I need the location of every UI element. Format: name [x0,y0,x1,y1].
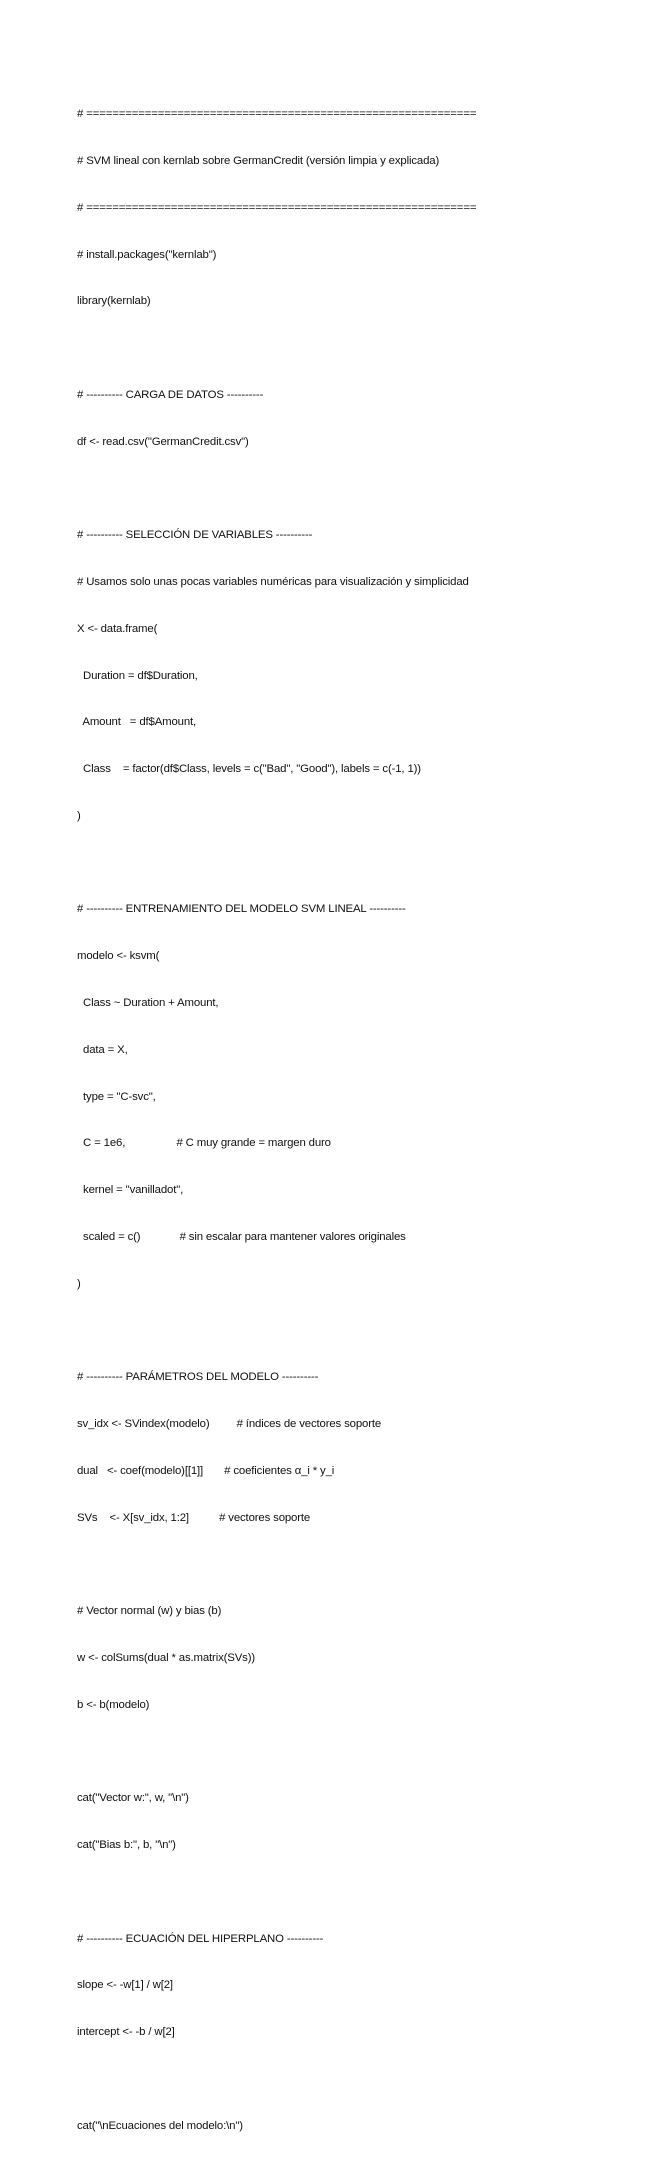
code-line: scaled = c() # sin escalar para mantener valores originales [77,1230,406,1243]
code-line: cat("Bias b:", b, "\n") [77,1839,176,1852]
code-line: data = X, [77,1043,128,1056]
code-line: slope <- -w[1] / w[2] [77,1979,173,1992]
code-line: df <- read.csv("GermanCredit.csv") [77,435,249,448]
code-line: # ---------- SELECCIÓN DE VARIABLES ---------- [77,529,313,542]
code-line: SVs <- X[sv_idx, 1:2] # vectores soporte [77,1511,311,1524]
code-line: # Usamos solo unas pocas variables numéricas para visualización y simplicidad [77,576,469,588]
code-line: Amount = df$Amount, [77,716,197,729]
code-line: dual <- coef(modelo)[[1]] # coeficientes α_i * y_i [77,1464,335,1477]
code-line: # ---------- PARÁMETROS DEL MODELO ---------- [77,1371,319,1384]
code-line: cat("Vector w:", w, "\n") [77,1792,189,1805]
code-line: # ---------- ENTRENAMIENTO DEL MODELO SVM LINEAL ---------- [77,903,406,916]
blank-line [77,856,637,872]
code-line: C = 1e6, # C muy grande = margen duro [77,1137,331,1150]
code-line: # ---------- ECUACIÓN DEL HIPERPLANO ---------- [77,1932,324,1945]
code-line: # ---------- CARGA DE DATOS ---------- [77,388,264,401]
code-line: Class = factor(df$Class, levels = c("Bad", "Good"), labels = c(-1, 1)) [77,763,421,776]
code-line: kernel = "vanilladot", [77,1184,184,1197]
code-line: # ============================================================ [77,108,477,121]
code-line: intercept <- -b / w[2] [77,2026,175,2039]
blank-line [77,1324,637,1340]
code-line: sv_idx <- SVindex(modelo) # índices de vectores soporte [77,1418,382,1431]
code-block [77,76,637,2166]
code-line: ) [77,1277,81,1290]
blank-line [77,341,637,357]
code-line: library(kernlab) [77,295,151,308]
code-line: # ============================================================ [77,201,477,214]
code-line: cat("\nEcuaciones del modelo:\n") [77,2119,243,2132]
blank-line [77,2072,637,2088]
code-line: w <- colSums(dual * as.matrix(SVs)) [77,1651,255,1664]
code-line: type = "C-svc", [77,1090,156,1103]
code-line: Class ~ Duration + Amount, [77,997,219,1010]
code-line: modelo <- ksvm( [77,950,160,963]
code-line: # install.packages("kernlab") [77,248,217,261]
code-line: Duration = df$Duration, [77,669,198,682]
blank-line [77,1885,637,1901]
code-line: ) [77,809,81,822]
blank-line [77,481,637,497]
blank-line [77,1557,637,1573]
code-line: # SVM lineal con kernlab sobre GermanCredit (versión limpia y explicada) [77,154,440,167]
code-line: X <- data.frame( [77,622,158,635]
blank-line [77,1745,637,1761]
code-line: # Vector normal (w) y bias (b) [77,1605,222,1618]
code-line: b <- b(modelo) [77,1698,150,1711]
